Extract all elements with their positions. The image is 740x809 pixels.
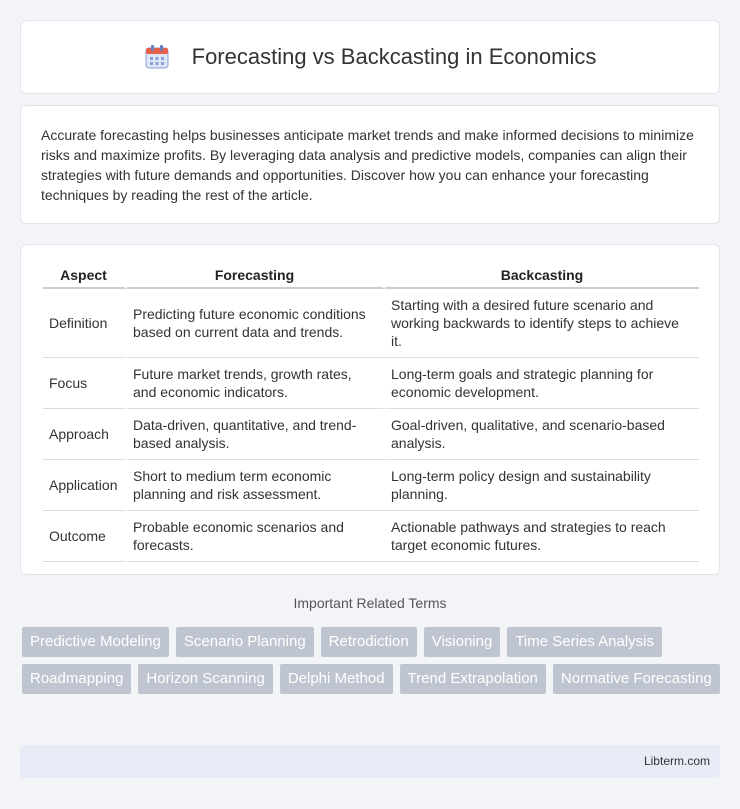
table-cell-forecasting: Data-driven, quantitative, and trend-based analysis.: [127, 409, 385, 460]
table-cell-backcasting: Starting with a desired future scenario and working backwards to identify steps to achieve it.: [385, 289, 699, 358]
related-term-tag[interactable]: Visioning: [424, 627, 501, 657]
intro-card: [20, 105, 720, 224]
intro-text: Accurate forecasting helps businesses anticipate market trends and make informed decisions to minimize risks and maximize profits. By leveraging data analysis and predictive models, companies can align their strategies with future demands and opportunities. Discover how you can enhance your forecasting techniques by reading the rest of the article.: [41, 127, 694, 203]
footer-site-link[interactable]: Libterm.com: [643, 754, 710, 768]
table-cell-backcasting: Long-term policy design and sustainability planning.: [385, 460, 699, 511]
related-terms-list: [22, 627, 722, 694]
page-title: Forecasting vs Backcasting in Economics: [191, 44, 597, 69]
table-row: [43, 460, 699, 511]
related-term-tag[interactable]: Trend Extrapolation: [400, 664, 546, 694]
related-term-tag[interactable]: Predictive Modeling: [22, 627, 169, 657]
table-cell-backcasting: Goal-driven, qualitative, and scenario-based analysis.: [385, 409, 699, 460]
comparison-table-card: [20, 244, 720, 575]
table-cell-forecasting: Future market trends, growth rates, and economic indicators.: [127, 358, 385, 409]
table-row: [43, 409, 699, 460]
related-term-tag[interactable]: Scenario Planning: [176, 627, 314, 657]
table-row: [43, 358, 699, 409]
table-header-row: [43, 265, 699, 289]
column-header-backcasting: Backcasting: [385, 265, 699, 289]
table-cell-forecasting: Predicting future economic conditions based on current data and trends.: [127, 289, 385, 358]
table-cell-aspect: Outcome: [43, 511, 127, 562]
related-term-tag[interactable]: Roadmapping: [22, 664, 131, 694]
related-term-tag[interactable]: Retrodiction: [321, 627, 417, 657]
column-header-forecasting: Forecasting: [127, 265, 385, 289]
table-cell-backcasting: Actionable pathways and strategies to reach target economic futures.: [385, 511, 699, 562]
table-cell-aspect: Definition: [43, 289, 127, 358]
header-card: [20, 20, 720, 94]
related-term-tag[interactable]: Delphi Method: [280, 664, 393, 694]
table-cell-forecasting: Short to medium term economic planning and risk assessment.: [127, 460, 385, 511]
table-cell-aspect: Application: [43, 460, 127, 511]
table-cell-backcasting: Long-term goals and strategic planning for economic development.: [385, 358, 699, 409]
footer: [20, 745, 720, 778]
table-row: [43, 511, 699, 562]
comparison-table: [43, 265, 699, 562]
calendar-icon: [144, 44, 170, 70]
related-term-tag[interactable]: Time Series Analysis: [507, 627, 662, 657]
related-terms-title: Important Related Terms: [293, 595, 447, 611]
column-header-aspect: Aspect: [43, 265, 127, 289]
related-term-tag[interactable]: Normative Forecasting: [553, 664, 720, 694]
table-cell-aspect: Focus: [43, 358, 127, 409]
related-term-tag[interactable]: Horizon Scanning: [138, 664, 272, 694]
table-cell-forecasting: Probable economic scenarios and forecasts.: [127, 511, 385, 562]
table-cell-aspect: Approach: [43, 409, 127, 460]
table-row: [43, 289, 699, 358]
